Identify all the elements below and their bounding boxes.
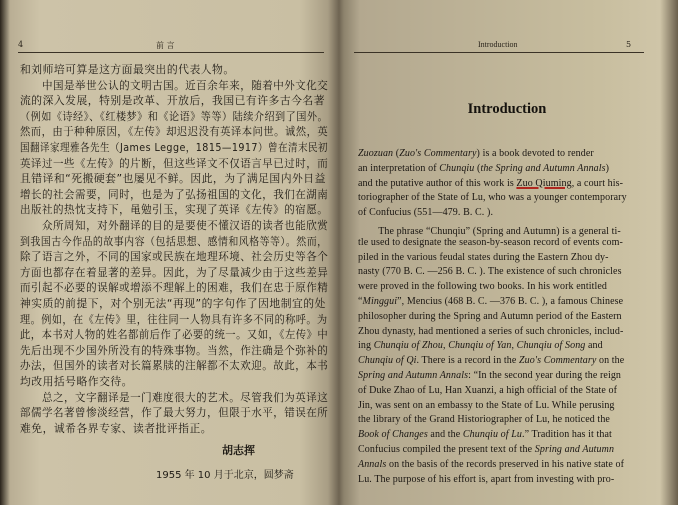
page-number: 4 [18, 40, 24, 49]
text-line: 方面也都存在着显著的差异。因此，为了尽量减少由于这些差异 [20, 265, 329, 279]
text-line [358, 296, 623, 307]
text-run: philosopher during the Spring and Autumn period of the Eastern [358, 310, 622, 322]
text-line: 英译过一些《左传》的片断，但这些译文不仅语言早已过时，而 [20, 156, 329, 170]
text-line: 而引起不必要的误解或增添不理解上的困难，我们在忠于原作精 [20, 281, 329, 295]
italic-run: Minggui [362, 296, 398, 307]
text-line [358, 414, 610, 425]
text-line [358, 355, 624, 366]
text-line [358, 444, 614, 455]
text-run: ) [605, 162, 610, 174]
text-line [358, 385, 617, 396]
text-run: Lu. The purpose of his effort is, apart from investing with pro- [358, 473, 615, 485]
running-head: 前 言 [156, 41, 175, 50]
text-run: The phrase “Chunqiu” (Spring and Autumn) is a general ti- [358, 226, 621, 237]
text-line [358, 474, 614, 485]
text-line: 中国是举世公认的文明古国。近百余年来，随着中外文化交 [20, 78, 329, 92]
text-line: 国翻译家理雅各先生（James Legge，1815—1917）曾在清末民初 [20, 141, 328, 154]
text-line [358, 429, 612, 440]
text-line: 难免，诚希各界专家、读者批评指正。 [20, 421, 213, 435]
text-line: 先后出现不少国外所没有的特殊事物。当然，作注确是个弥补的 [20, 343, 329, 357]
page-number: 5 [626, 40, 632, 49]
text-line [358, 340, 603, 351]
text-run: piled in the various feudal states during the Eastern Zhou dy- [358, 251, 609, 263]
left-page [8, 0, 332, 505]
text-run: . There is a record in the [416, 355, 520, 367]
text-line [358, 192, 627, 203]
text-run: “ [358, 296, 363, 307]
text-line: 办法，但国外的读者对长篇累牍的注解都不太欢迎。故此，本书 [20, 359, 329, 373]
text-run: .” Tradition has it that [521, 429, 612, 441]
text-run: , [442, 340, 449, 352]
text-line [358, 311, 622, 322]
text-run: : “In the second year during the reign [468, 370, 622, 381]
right-page [344, 0, 670, 505]
text-line: 众所周知，对外翻译的目的是要使不懂汉语的读者也能欣赏 [20, 219, 329, 232]
text-line: 此，本书对人物的姓名都前后作了必要的统一。又如，《左传》中 [20, 328, 329, 342]
text-line: 到我国古今作品的故事内容（包括思想、感情和风格等等）。然而， [20, 234, 328, 248]
text-run: of Confucius (551—479. B. C. ). [358, 207, 494, 219]
italic-run: Annals [358, 458, 387, 470]
italic-run: Zuo's Commentary [519, 355, 597, 367]
text-run: and [585, 340, 603, 352]
text-run: the library of the Grand Historiographer of Lu, he noticed the [358, 414, 610, 426]
text-line [358, 163, 609, 174]
text-run: ing [358, 340, 374, 352]
text-line [358, 326, 623, 337]
text-line [358, 148, 594, 159]
text-line [358, 266, 622, 277]
italic-run: Zuozuan [358, 148, 394, 159]
italic-run: Chunqiu of Qi [358, 355, 417, 367]
text-line: 出版社的热忱支持下，黾勉引玉，实现了英译《左传》的宿愿。 [20, 203, 329, 217]
text-run: Jin, was sent on an embassy to the State of Lu. While perusing [358, 399, 615, 411]
text-line [358, 459, 624, 470]
text-line: 且错译和“死搬硬套”也屡见不鲜。因此，为了满足国内外日益 [20, 172, 326, 186]
text-line: 神实质的前提下，对个别无法“再现”的字句作了因地制宜的处 [20, 297, 326, 310]
italic-run: Book of Changes [358, 429, 428, 441]
italic-run: Chunqiu of Lu [462, 429, 522, 441]
italic-run: Chunqiu of Yan [448, 340, 512, 352]
text-run: ( [474, 162, 481, 174]
chapter-title: Introduction [467, 101, 547, 117]
text-line: 理。例如，在《左传》里，往往同一人物具有许多不同的称呼。为 [20, 312, 328, 326]
italic-run: the Spring and Autumn Annals [480, 162, 606, 174]
text-line: （例如《诗经》、《红楼梦》和《论语》等等）陆续介绍到了国外。 [20, 109, 329, 123]
text-run: an interpretation of [358, 162, 440, 174]
text-line: 流的深入发展，特别是改革、开放后，我国已有许多古今名著 [20, 94, 326, 108]
signature-date: 1955 年 10 月于北京，圆梦斋 [156, 470, 294, 481]
italic-run: Spring and Autumn Annals [358, 370, 469, 381]
text-run: nasty (770 B. C. —256 B. C. ). The existence of such chronicles [358, 266, 622, 278]
italic-run: Spring and Autumn [534, 444, 615, 455]
text-run: ) is a book devoted to render [476, 148, 594, 159]
italic-run: Chunqiu of Zhou [373, 340, 443, 352]
signature-name: 胡志挥 [222, 444, 255, 457]
italic-run: Zuo's Commentary [399, 148, 477, 159]
text-run: and the [427, 429, 463, 441]
text-run: of Duke Zhao of Lu, Han Xuanzi, a high official of the State of [358, 384, 618, 396]
italic-run: Chunqiu of Song [516, 340, 586, 352]
text-line: 总之，文字翻译是一门难度很大的艺术。尽管我们为英译这 [20, 390, 329, 404]
text-line: 均改用括号略作交待。 [20, 375, 133, 388]
text-line [358, 370, 621, 381]
text-line [358, 281, 607, 292]
text-run: on the basis of the records preserved in his native state of [386, 458, 625, 470]
text-run: Confucius compiled the present text of the [358, 444, 535, 455]
text-line [358, 178, 623, 189]
running-head: Introduction [478, 40, 518, 49]
text-line [358, 207, 493, 218]
text-run: ”, Mencius (468 B. C. —376 B. C. ), a famous Chinese [397, 296, 624, 307]
text-line: 然而，由于种种原因，《左传》却迟迟没有英译本问世。诚然，英 [20, 125, 329, 139]
text-run: were proved in the following two books. In his work entitled [358, 281, 608, 293]
text-run: toriographer of the State of Lu, who was a younger contemporary [358, 192, 627, 204]
underlined-run: Zuo Qiuming [516, 177, 572, 189]
header-rule [18, 52, 324, 53]
text-run: , a court his- [571, 177, 624, 189]
header-rule [354, 52, 644, 53]
text-run: ( [393, 148, 400, 159]
text-line: 除了语言之外，不同的国家或民族在地理环境、社会历史等各个 [20, 250, 329, 264]
text-line [358, 400, 615, 411]
text-run: on the [596, 355, 625, 367]
text-line: 和刘师培可算是这方面最突出的代表人物。 [20, 63, 235, 76]
text-line [358, 252, 609, 263]
text-run: and the putative author of this work is [358, 177, 517, 189]
text-line [358, 222, 621, 237]
text-line: 部儒学名著曾惨淡经营，作了最大努力，但限于水平，错误在所 [20, 406, 329, 420]
text-line: 增长的社会需要，同时，也是为了弘扬祖国的文化，我们在湖南 [20, 187, 329, 201]
text-run: , [511, 340, 517, 352]
text-line [358, 237, 623, 248]
text-run: Zhou dynasty, had mentioned a series of such chronicles, includ- [358, 325, 624, 337]
italic-run: Chunqiu [439, 162, 475, 174]
text-run: tle used to designate the season-by-season record of events com- [358, 236, 623, 248]
